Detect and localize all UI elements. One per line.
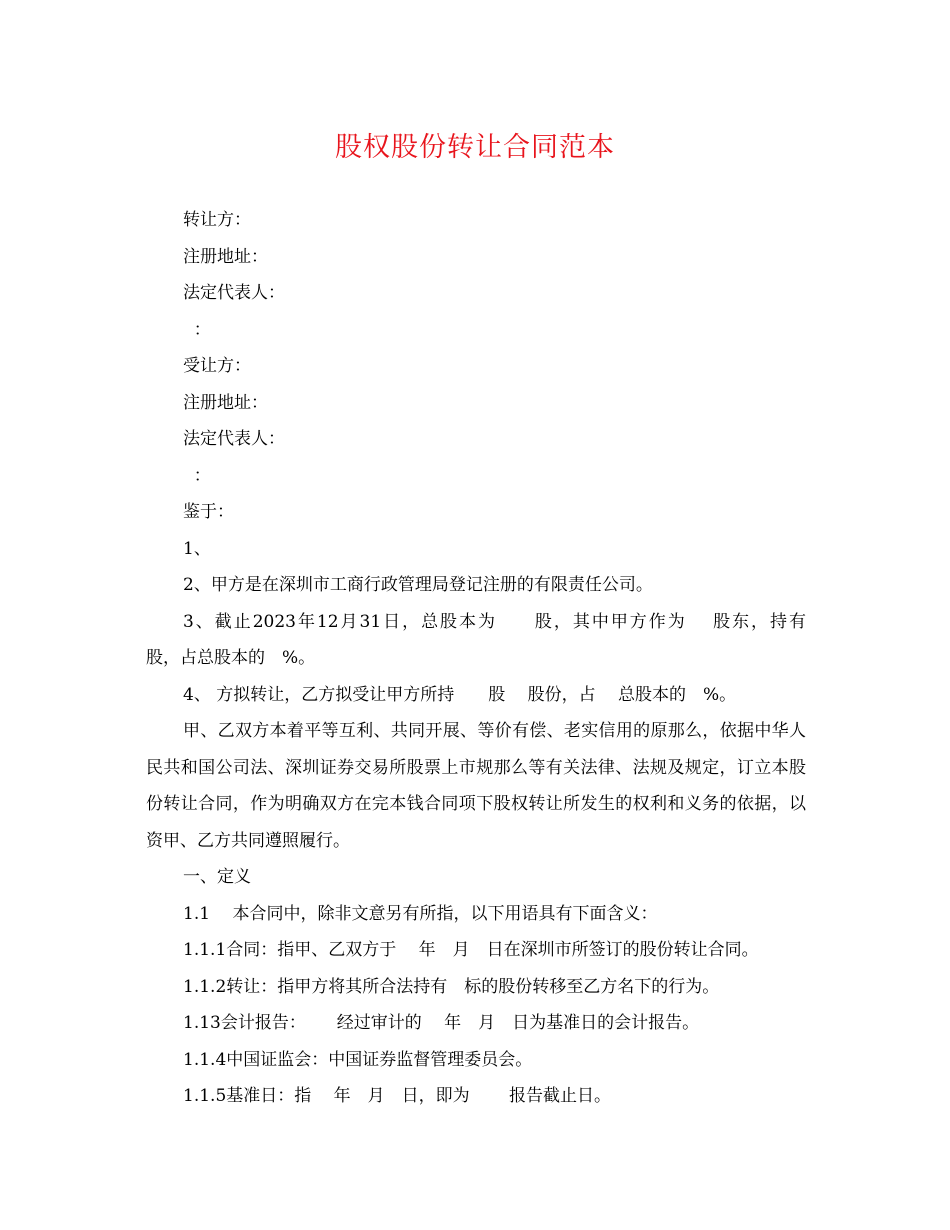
paragraph-transferor-legal-rep: 法定代表人： bbox=[183, 283, 285, 303]
paragraph-whereas: 鉴于： bbox=[183, 502, 234, 522]
paragraph-transferor-address: 注册地址： bbox=[183, 246, 268, 267]
paragraph-item-4: 4、 方拟转让，乙方拟受让甲方所持 股 股份，占 总股本的 %。 bbox=[183, 684, 737, 705]
paragraph-transferor-blank: ： bbox=[183, 319, 211, 340]
clause-1-1-2: 1.1.2转让：指甲方将其所合法持有 标的股份转移至乙方名下的行为。 bbox=[183, 976, 720, 997]
paragraph-item-1: 1、 bbox=[183, 538, 211, 559]
section-heading-definitions: 一、定义 bbox=[183, 867, 251, 887]
paragraph-preamble: 甲、乙双方本着平等互利、共同开展、等价有偿、老实信用的原那么，依据中华人民共和国公司法、深圳证券交易所股票上市规那么等有关法律、法规及规定，订立本股份转让合同，作为明确双方在完本钱合同项下股权转让所发生的权利和义务的依据，以资甲、乙方共同遵照履行。 bbox=[146, 721, 806, 851]
clause-1-1-5: 1.1.5基准日：指 年 月 日，即为 报告截止日。 bbox=[183, 1086, 612, 1106]
paragraph-transferee-blank: ： bbox=[183, 465, 211, 486]
paragraph-transferor: 转让方： bbox=[183, 210, 251, 230]
document-body bbox=[146, 202, 840, 1115]
paragraph-transferee-address: 注册地址： bbox=[183, 392, 268, 413]
clause-1-1: 1.1 本合同中，除非文意另有所指，以下用语具有下面含义： bbox=[183, 903, 658, 924]
paragraph-transferee: 受让方： bbox=[183, 356, 251, 376]
document-title: 股权股份转让合同范本 bbox=[335, 132, 615, 163]
clause-1-1-4: 1.1.4中国证监会：中国证券监督管理委员会。 bbox=[183, 1049, 533, 1070]
paragraph-item-2: 2、甲方是在深圳市工商行政管理局登记注册的有限责任公司。 bbox=[183, 575, 653, 595]
paragraph-transferee-legal-rep: 法定代表人： bbox=[183, 429, 285, 449]
clause-1-1-3: 1.13会计报告： 经过审计的 年 月 日为基准日的会计报告。 bbox=[183, 1013, 700, 1033]
clause-1-1-1: 1.1.1合同：指甲、乙双方于 年 月 日在深圳市所签订的股份转让合同。 bbox=[183, 940, 759, 960]
paragraph-item-3: 3、截止2023年12月31日，总股本为 股，其中甲方作为 股东，持有 股，占总股本的 %。 bbox=[146, 611, 840, 668]
